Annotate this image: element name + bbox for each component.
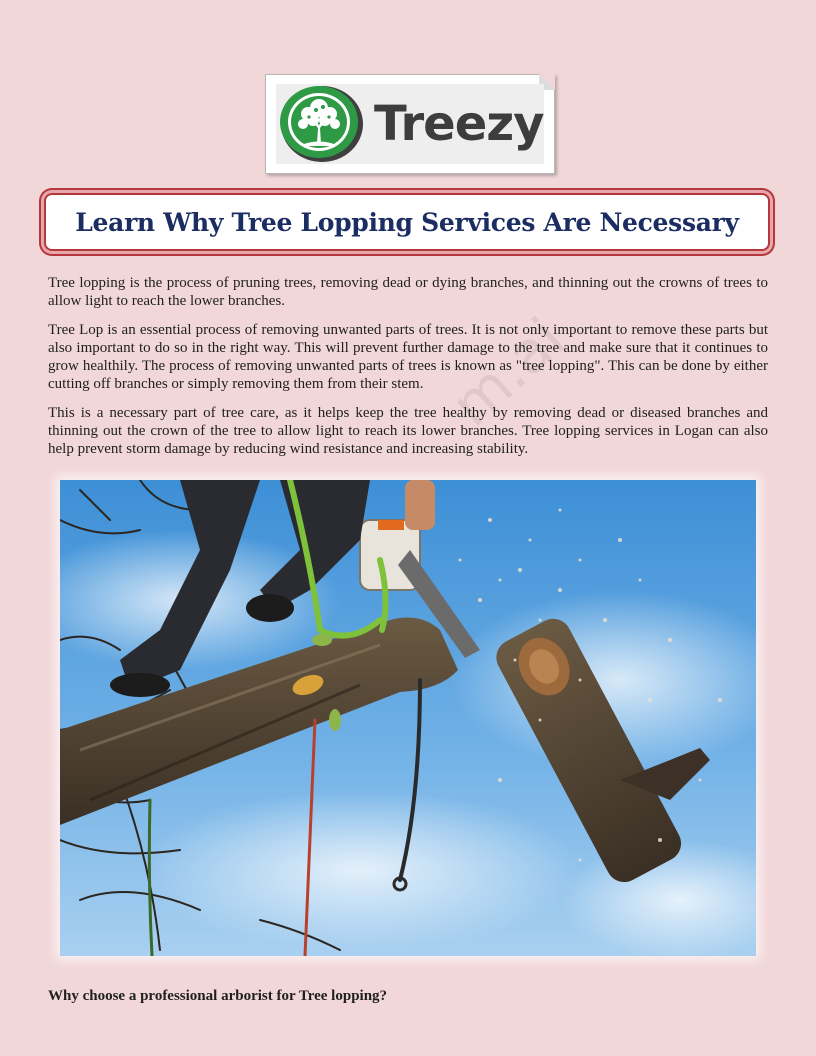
brand-name: Treezy bbox=[374, 96, 544, 152]
paragraph-3: This is a necessary part of tree care, as it helps keep the tree healthy by removing dead or diseased branches and thinning out the crown of the tree to allow light to reach its lower branches. Tree lopping services in Logan can also help prevent storm damage by reducing wind resistance and increasing stability. bbox=[48, 405, 768, 457]
logo bbox=[276, 84, 544, 164]
page-title: Learn Why Tree Lopping Services Are Necessary bbox=[75, 207, 739, 237]
arborist-chainsaw-photo bbox=[60, 480, 756, 956]
section-heading: Why choose a professional arborist for Tree lopping? bbox=[48, 988, 388, 1004]
paragraph-2: Tree Lop is an essential process of removing unwanted parts of trees. It is not only important to remove these parts but also important to do so in the right way. This will prevent further damage to the tree and make sure that it continues to grow healthily. The process of removing unwanted parts of trees is known as "tree lopping". This can be done by either cutting off branches or simply removing them from their stem. bbox=[48, 322, 768, 392]
paragraph-1: Tree lopping is the process of pruning trees, removing dead or dying branches, and thinning out the crowns of trees to allow light to reach the lower branches. bbox=[48, 275, 768, 309]
logo-card bbox=[265, 74, 555, 174]
watermark: m.ai bbox=[438, 304, 578, 440]
title-banner bbox=[44, 193, 770, 251]
article-body bbox=[48, 274, 768, 469]
tree-icon bbox=[278, 84, 370, 164]
